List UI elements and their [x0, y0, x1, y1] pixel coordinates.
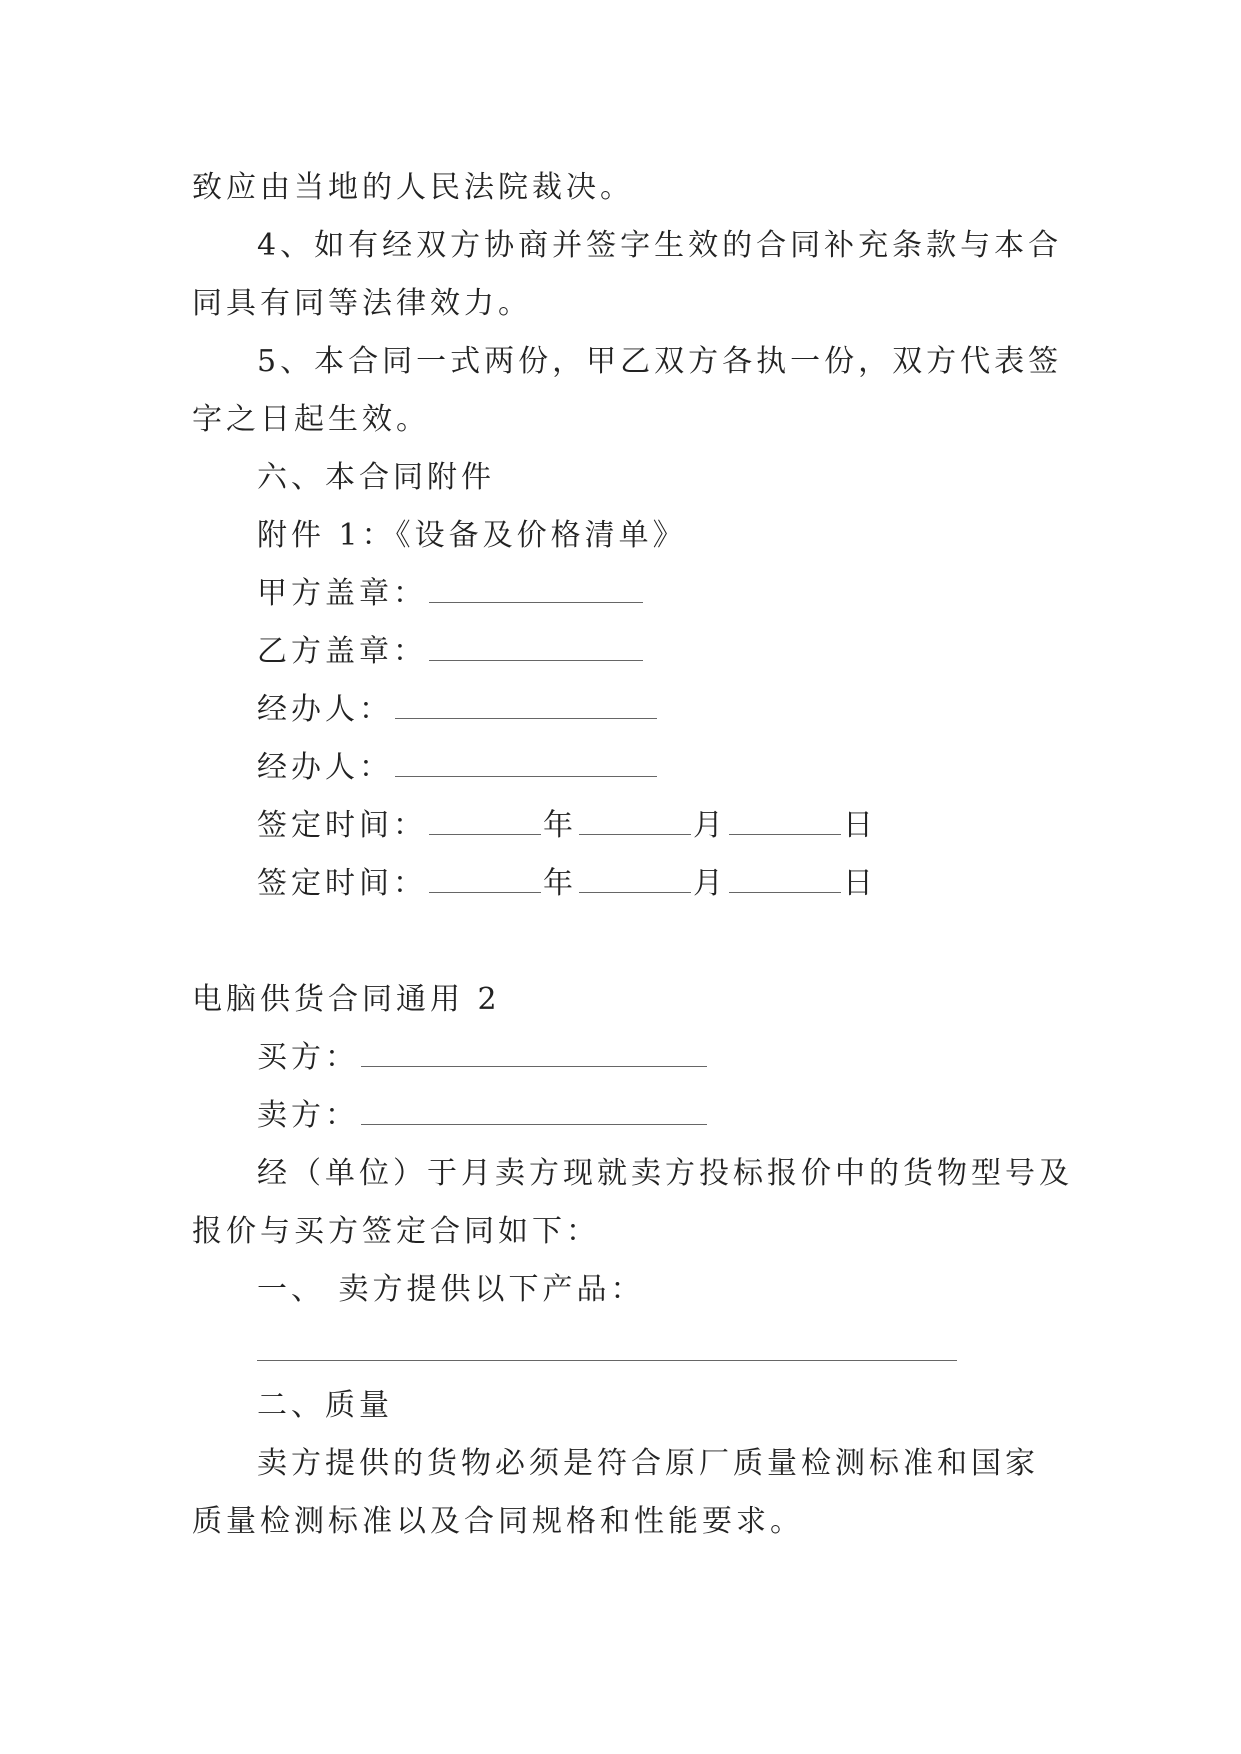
day-label: 日	[843, 866, 877, 901]
year-label: 年	[543, 866, 577, 901]
handler-field[interactable]	[395, 748, 657, 777]
year-label: 年	[543, 808, 577, 843]
party-b-seal-field[interactable]	[429, 632, 643, 661]
buyer-label: 买方：	[257, 1040, 359, 1075]
text-line: 同具有同等法律效力。	[192, 286, 532, 321]
attachment-line: 附件 1：《设备及价格清单》	[257, 518, 687, 553]
seller-row	[257, 1096, 709, 1136]
clause-5: 5、本合同一式两份，甲乙双方各执一份，双方代表签	[257, 344, 1063, 379]
paragraph-line: 卖方提供的货物必须是符合原厂质量检测标准和国家	[257, 1446, 1039, 1481]
sign-time-row-2	[257, 864, 877, 904]
month-field[interactable]	[579, 806, 691, 835]
party-a-seal-field[interactable]	[429, 574, 643, 603]
party-a-seal-label: 甲方盖章：	[257, 576, 427, 611]
handler-label: 经办人：	[257, 750, 393, 785]
list-item: 一、 卖方提供以下产品：	[257, 1272, 645, 1307]
party-a-seal-row	[257, 574, 645, 614]
party-b-seal-row	[257, 632, 645, 672]
month-field[interactable]	[579, 864, 691, 893]
sign-time-label: 签定时间：	[257, 808, 427, 843]
sign-time-row-1	[257, 806, 877, 846]
text-line: 字之日起生效。	[192, 402, 430, 437]
month-label: 月	[693, 866, 727, 901]
section-title: 电脑供货合同通用 2	[192, 982, 501, 1017]
year-field[interactable]	[429, 806, 541, 835]
handler-label: 经办人：	[257, 692, 393, 727]
clause-4: 4、如有经双方协商并签字生效的合同补充条款与本合	[257, 228, 1063, 263]
year-field[interactable]	[429, 864, 541, 893]
party-b-seal-label: 乙方盖章：	[257, 634, 427, 669]
text-line: 致应由当地的人民法院裁决。	[192, 170, 634, 205]
day-field[interactable]	[729, 806, 841, 835]
seller-label: 卖方：	[257, 1098, 359, 1133]
seller-field[interactable]	[361, 1096, 707, 1125]
section-heading: 六、本合同附件	[257, 460, 495, 495]
handler-field[interactable]	[395, 690, 657, 719]
buyer-field[interactable]	[361, 1038, 707, 1067]
handler-row-2	[257, 748, 659, 788]
paragraph-line: 报价与买方签定合同如下：	[192, 1214, 600, 1249]
day-field[interactable]	[729, 864, 841, 893]
buyer-row	[257, 1038, 709, 1078]
product-fill-line[interactable]	[257, 1360, 957, 1361]
month-label: 月	[693, 808, 727, 843]
handler-row-1	[257, 690, 659, 730]
paragraph-line: 经（单位）于月卖方现就卖方投标报价中的货物型号及	[257, 1156, 1073, 1191]
paragraph-line: 质量检测标准以及合同规格和性能要求。	[192, 1504, 804, 1539]
list-item: 二、质量	[257, 1388, 393, 1423]
sign-time-label: 签定时间：	[257, 866, 427, 901]
day-label: 日	[843, 808, 877, 843]
